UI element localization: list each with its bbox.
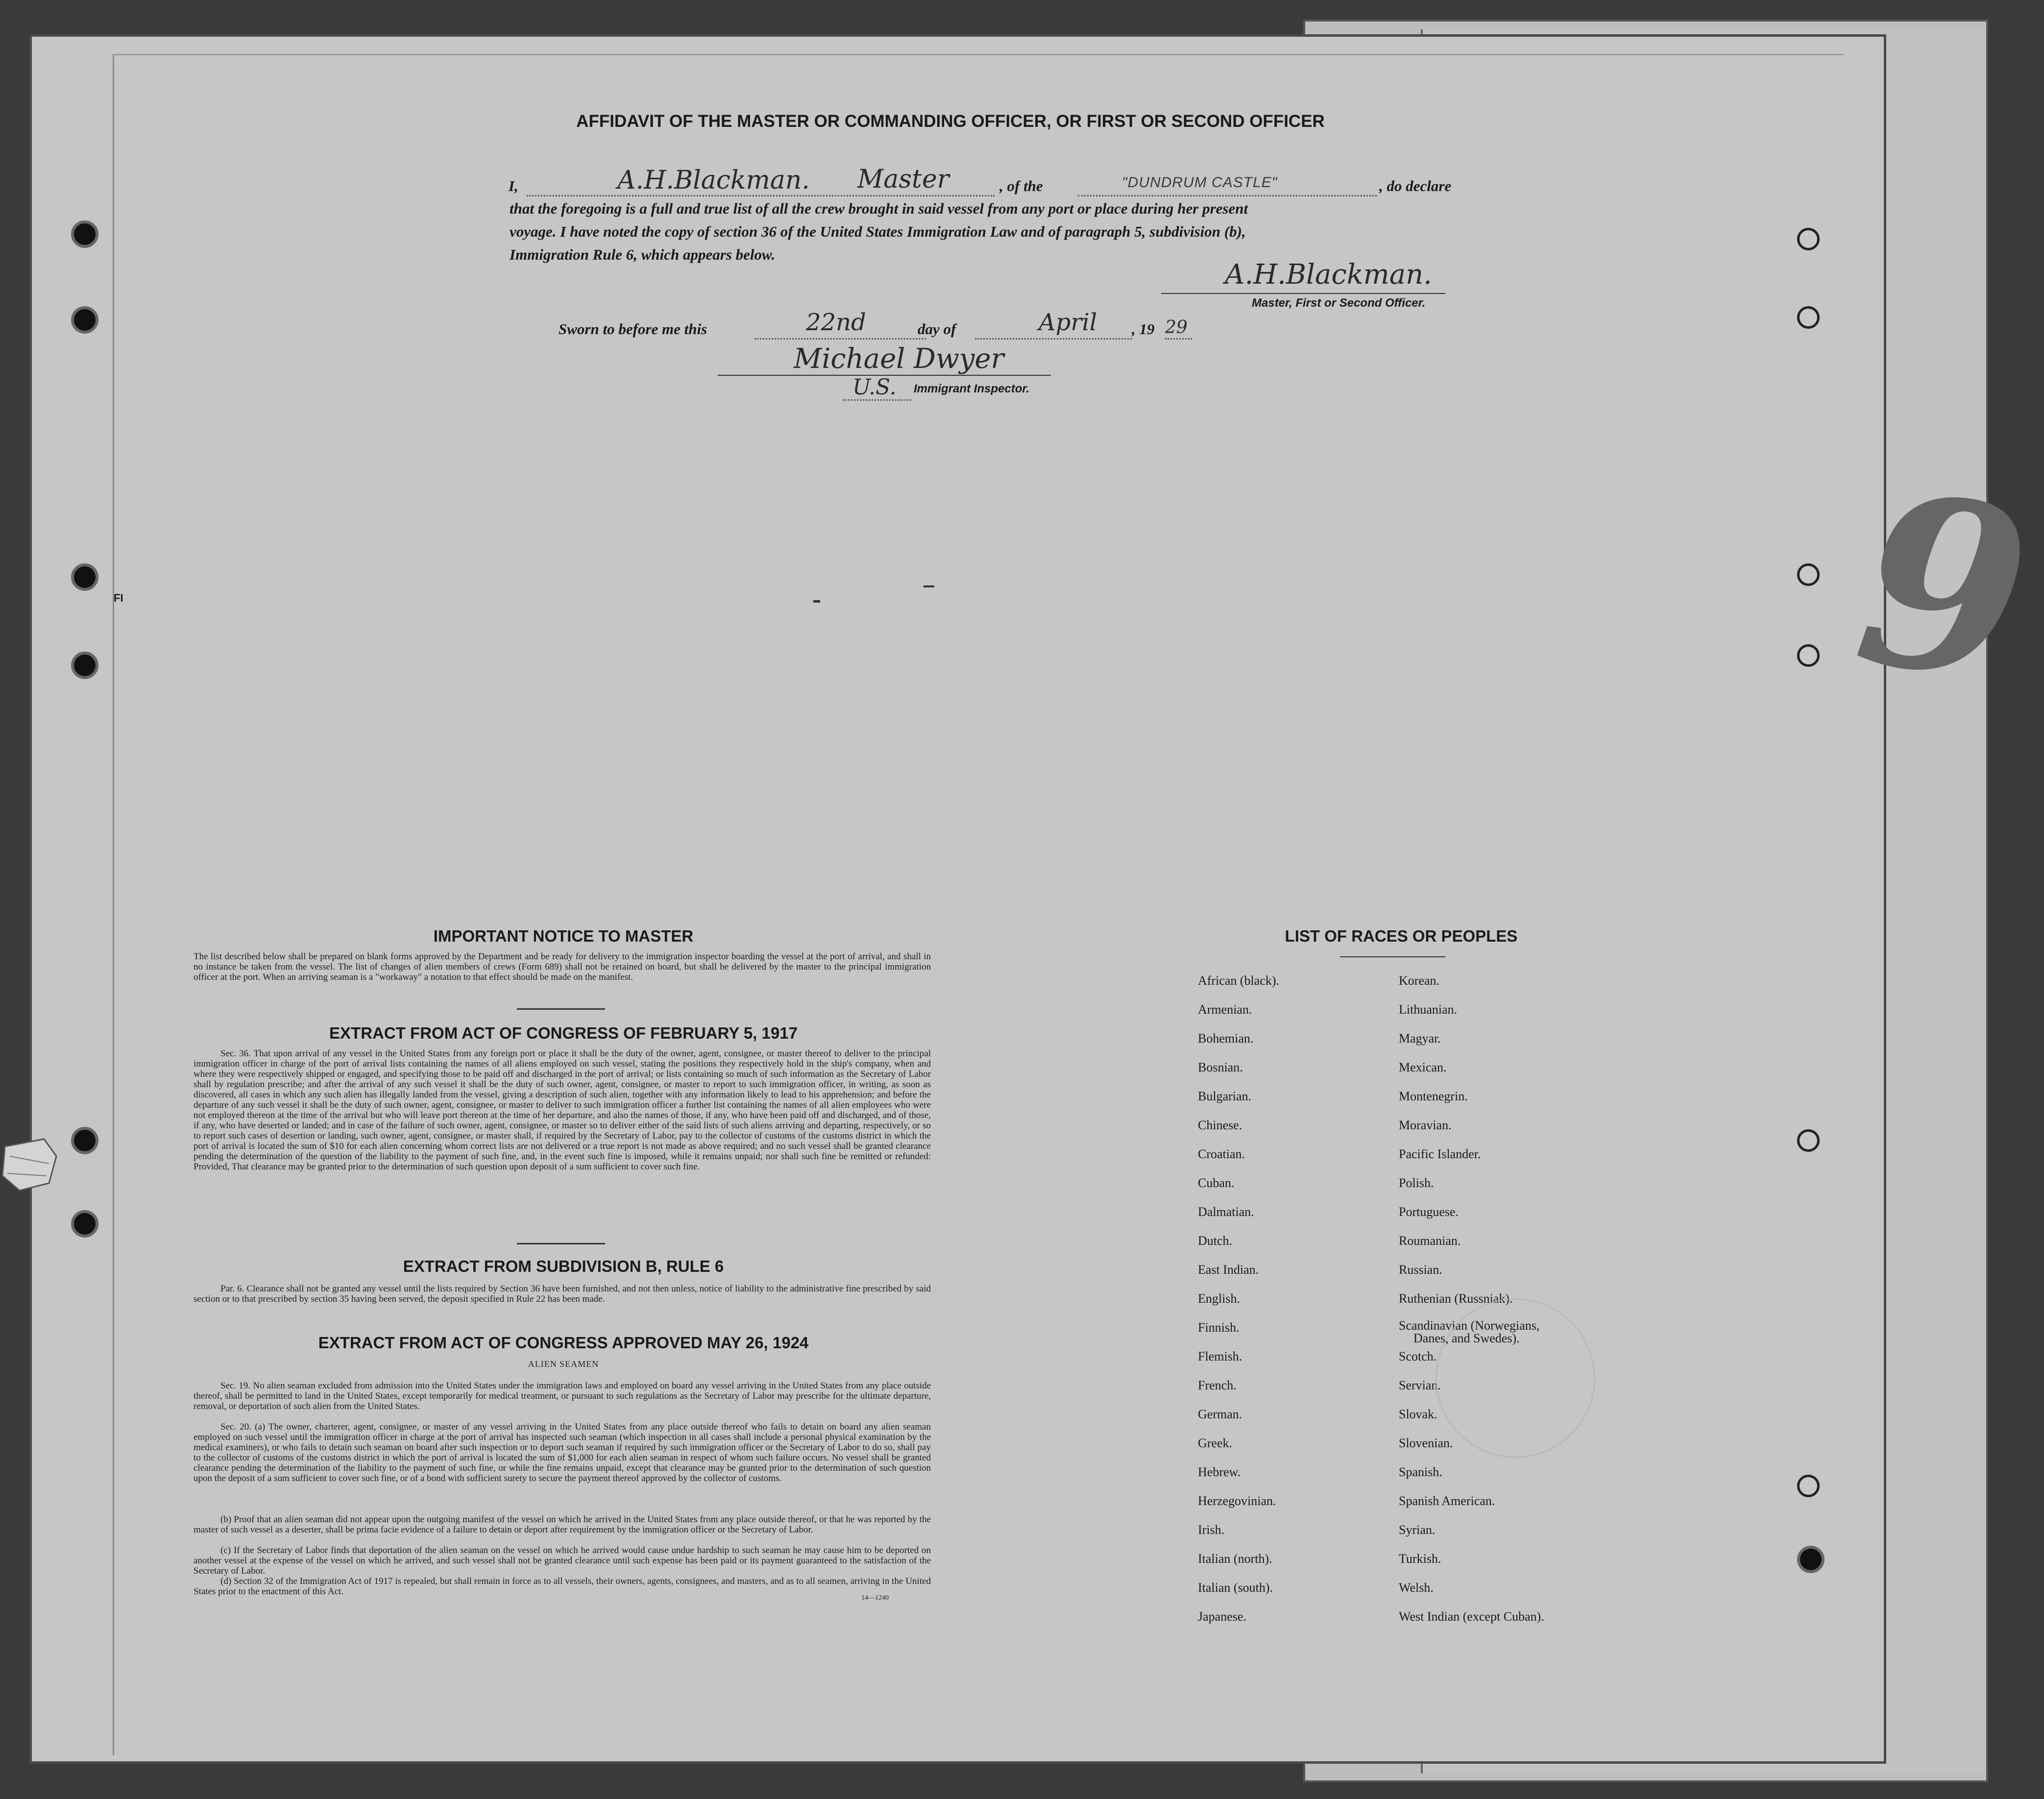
day-of-label: day of <box>918 320 956 338</box>
affidavit-i: I, <box>509 177 518 194</box>
binding-hole <box>1797 1475 1820 1497</box>
master-rank: Master <box>857 165 949 194</box>
do-declare-label: , do declare <box>1379 177 1452 194</box>
race-item: Herzegovinian. <box>1198 1494 1276 1508</box>
binding-hole <box>71 220 98 248</box>
affidavit-title: AFFIDAVIT OF THE MASTER OR COMMANDING OFFICER, OR FIRST OR SECOND OFFICER <box>576 112 1325 131</box>
inspector-signature: Michael Dwyer <box>794 343 1004 375</box>
binding-hole <box>1797 1129 1820 1152</box>
race-item: Finnish. <box>1198 1320 1240 1335</box>
race-item: Mexican. <box>1399 1060 1447 1074</box>
extract-1924-sec20a: Sec. 20. (a) The owner, charterer, agent, consignee, or master of any vessel arriving in the United States from any place outside thereof who fails to detain on board any alien seaman employed on such vessel until the immigration officer in charge at the port of arrival has inspected such seaman (which inspection in all cases shall include a personal physical examination by the medical examiners), or who fails to detain such seaman on board after such inspection or to deport such seaman if required by such immigration officer or the Secretary of Labor to do so, shall pay to the collector of customs of the customs district in which the port of arrival is located the sum of $1,000 for each alien seaman in respect of whom such failure occurs. No vessel shall be granted clearance pending the determination of the liability to the payment of such fine, or while the fine remains unpaid, except that clearance may be granted prior to the determination of such question upon the deposit of a sum sufficient to cover such fine, or of a bond with sufficient surety to secure the payment thereof approved by the collector of customs. <box>194 1422 931 1483</box>
race-item: Montenegrin. <box>1399 1089 1468 1103</box>
vessel-blank <box>1078 195 1377 196</box>
divider <box>517 1008 605 1010</box>
binding-hole <box>1797 1546 1825 1573</box>
inspector-blank <box>843 399 911 401</box>
race-item-line1: Scandinavian (Norwegians, <box>1399 1318 1540 1333</box>
extract-1924-sec20c: (c) If the Secretary of Labor finds that deportation of the alien seaman on the vessel on which he arrived would cause undue hardship to such seaman he may cause him to be deported on another vessel at the expense of the vessel on which he arrived, and such vessel shall not be granted clearance until such expense has been paid or its payment guaranteed to the satisfaction of the Secretary of Labor. <box>194 1545 931 1576</box>
affidavit-line3: voyage. I have noted the copy of section 36 of the United States Immigration Law and of paragraph 5, subdivision (b), <box>510 223 1246 240</box>
sworn-year: 29 <box>1165 317 1188 338</box>
binding-hole <box>71 652 98 679</box>
race-item: Croatian. <box>1198 1147 1245 1161</box>
binding-hole <box>71 563 98 591</box>
extract-1917-text: Sec. 36. That upon arrival of any vessel in the United States from any foreign port or place it shall be the duty of the owner, agent, consignee, or master thereof to deliver to the principal immigration officer in charge of the port of arrival lists containing the names of all aliens employed on such vessel, stating the positions they respectively hold in the ship's company, when and where they were respectively shipped or engaged, and specifying those to be paid off and discharged in the port of arrival; or lists containing so much of such information as the Secretary of Labor shall by regulation prescribe; and after the arrival of any such vessel it shall be the duty of such owner, agent, consignee, or master to report to such immigration officer, in writing, as soon as discovered, all cases in which any such alien has illegally landed from the vessel, giving a description of such alien, together with any information likely to lead to his apprehension; and before the departure of any such vessel it shall be the duty of such owner, agent, consignee, or master to deliver to such immigration officer a further list containing the names of all alien employees who were not employed thereon at the time of the arrival but who will leave port thereon at the time of her departure, and also the names of those, if any, who have been paid off and discharged, and of those, if any, who have deserted or landed; and in case of the failure of such owner, agent, consignee, or master so to deliver either of the said lists of such aliens arriving and departing, respectively, or so to report such cases of desertion or landing, such owner, agent, consignee, or master shall, if required by the Secretary of Labor, pay to the collector of customs of the customs district in which the port of arrival is located the sum of $10 for each alien concerning whom correct lists are not delivered or a true report is not made as above required; and no such vessel shall be granted clearance pending the determination of the question of the liability to the payment of such fine, and, in the event such fine is imposed, while it remains unpaid; nor shall such fine be remitted or refunded: Provided, That clearance may be granted prior to the determination of such question upon deposit of a sum sufficient to cover such fine. <box>194 1048 931 1172</box>
race-item: Bohemian. <box>1198 1031 1254 1045</box>
inspector-caption: Immigrant Inspector. <box>914 382 1030 395</box>
extract-1917-title: EXTRACT FROM ACT OF CONGRESS OF FEBRUARY 5, 1917 <box>329 1024 798 1042</box>
race-item: Bosnian. <box>1198 1060 1243 1074</box>
torn-tab <box>0 1137 59 1195</box>
race-item: West Indian (except Cuban). <box>1399 1609 1544 1624</box>
binding-hole <box>1797 563 1820 586</box>
sworn-day: 22nd <box>806 309 866 336</box>
signature-line <box>1161 293 1445 294</box>
master-signature: A.H.Blackman. <box>1225 259 1432 291</box>
margin-mark: FI <box>114 592 123 604</box>
alien-seamen-subtitle: ALIEN SEAMEN <box>528 1359 599 1369</box>
binding-hole <box>71 1127 98 1154</box>
page-border <box>113 54 1844 1755</box>
race-item: Dutch. <box>1198 1234 1233 1248</box>
race-item: Hebrew. <box>1198 1465 1241 1479</box>
year-label: , 19 <box>1132 320 1155 338</box>
races-title-underline <box>1340 956 1445 957</box>
binding-hole <box>71 306 98 334</box>
race-item: African (black). <box>1198 973 1280 988</box>
extract-1924-sec20d: (d) Section 32 of the Immigration Act of 1917 is repealed, but shall remain in force as to all vessels, their owners, agents, consignees, and masters, and as to all seamen, arriving in the United States prior to the enactment of this Act. <box>194 1576 931 1597</box>
scan-mark <box>924 585 934 587</box>
race-item: English. <box>1198 1291 1240 1306</box>
race-item: Flemish. <box>1198 1349 1242 1363</box>
race-item: Irish. <box>1198 1523 1225 1537</box>
race-item: Magyar. <box>1399 1031 1441 1045</box>
day-blank <box>754 338 926 340</box>
affidavit-line4: Immigration Rule 6, which appears below. <box>510 246 776 263</box>
race-item: Greek. <box>1198 1436 1233 1450</box>
race-item: Spanish. <box>1399 1465 1442 1479</box>
inspector-initials: U.S. <box>852 375 897 400</box>
notice-title: IMPORTANT NOTICE TO MASTER <box>433 927 694 945</box>
race-item: Roumanian. <box>1399 1234 1461 1248</box>
race-item: Italian (north). <box>1198 1552 1272 1566</box>
month-blank <box>975 338 1132 340</box>
race-item: Moravian. <box>1399 1118 1452 1132</box>
sworn-month: April <box>1039 309 1097 336</box>
race-item: Slovenian. <box>1399 1436 1453 1450</box>
binding-hole <box>1797 228 1820 250</box>
race-item: Spanish American. <box>1399 1494 1495 1508</box>
embossed-seal <box>1436 1298 1595 1458</box>
race-item: Korean. <box>1399 973 1440 988</box>
signature-caption: Master, First or Second Officer. <box>1252 296 1426 310</box>
master-name: A.H.Blackman. <box>617 166 810 195</box>
of-the-label: , of the <box>999 177 1043 194</box>
sworn-label: Sworn to before me this <box>559 320 707 338</box>
race-item: Chinese. <box>1198 1118 1242 1132</box>
race-item: Lithuanian. <box>1399 1002 1458 1017</box>
races-title: LIST OF RACES OR PEOPLES <box>1285 927 1518 945</box>
race-item: Scotch. <box>1399 1349 1437 1363</box>
race-item: Welsh. <box>1399 1580 1434 1595</box>
race-item: Bulgarian. <box>1198 1089 1252 1103</box>
race-item: Syrian. <box>1399 1523 1436 1537</box>
race-item: East Indian. <box>1198 1263 1259 1277</box>
race-item-line2: Danes, and Swedes). <box>1413 1331 1520 1345</box>
extract-1924-sec20b: (b) Proof that an alien seaman did not appear upon the outgoing manifest of the vessel on which he arrived in the United States from any place outside thereof, or that he was reported by the master of such vessel as a deserter, shall be prima facie evidence of a failure to detain or deport after requirement by the immigration officer or the Secretary of Labor. <box>194 1514 931 1535</box>
race-item: Portuguese. <box>1399 1205 1459 1219</box>
race-item: Cuban. <box>1198 1176 1235 1190</box>
race-item: Ruthenian (Russniak). <box>1399 1291 1513 1306</box>
race-item: Armenian. <box>1198 1002 1252 1017</box>
race-item: Italian (south). <box>1198 1580 1273 1595</box>
extract-1924-sec19: Sec. 19. No alien seaman excluded from admission into the United States under the immigration laws and employed on board any vessel arriving in the United States from any place outside thereof, shall be permitted to land in the United States, except temporarily for medical treatment, or pursuant to such regulations as the Secretary of Labor may prescribe for the ultimate departure, removal, or deportation of such alien from the United States. <box>194 1381 931 1411</box>
notice-text: The list described below shall be prepared on blank forms approved by the Department and be ready for delivery to the immigration inspector boarding the vessel at the port of arrival, and shall in no instance be taken from the vessel. The list of changes of alien members of crews (Form 689) shall not be retained on board, but shall be delivered by the master to the principal immigration officer at the port. When an arriving seaman is a "workaway" a notation to that effect should be made on the manifest. <box>194 951 931 982</box>
race-item: Pacific Islander. <box>1399 1147 1481 1161</box>
races-list-left <box>1198 973 1279 1638</box>
form-number: 14—1240 <box>861 1594 889 1602</box>
scan-mark <box>813 600 820 603</box>
race-item: Dalmatian. <box>1198 1205 1254 1219</box>
race-item: German. <box>1198 1407 1242 1421</box>
subdivision-b-title: EXTRACT FROM SUBDIVISION B, RULE 6 <box>403 1257 724 1275</box>
binding-hole <box>1797 306 1820 329</box>
race-item: Servian. <box>1399 1378 1441 1392</box>
subdivision-b-text: Par. 6. Clearance shall not be granted any vessel until the lists required by Section 36 have been furnished, and not then unless, notice of liability to the administrative fine prescribed by said section or to that prescribed by section 35 having been served, the deposit specified in Rule 22 has been made. <box>194 1284 931 1304</box>
year-blank <box>1165 338 1192 340</box>
binding-hole <box>71 1210 98 1238</box>
affidavit-line2: that the foregoing is a full and true list of all the crew brought in said vessel from any port or place during her present <box>510 200 1248 217</box>
extract-1924-title: EXTRACT FROM ACT OF CONGRESS APPROVED MAY 26, 1924 <box>318 1334 809 1352</box>
vessel-name: "DUNDRUM CASTLE" <box>1122 174 1278 191</box>
race-item: French. <box>1198 1378 1237 1392</box>
race-item: Japanese. <box>1198 1609 1246 1624</box>
divider <box>517 1243 605 1244</box>
race-item: Russian. <box>1399 1263 1442 1277</box>
pencil-number: 9 <box>1843 439 2044 736</box>
name-blank <box>527 195 995 196</box>
binding-hole <box>1797 644 1820 667</box>
race-item: Turkish. <box>1399 1552 1441 1566</box>
race-item: Slovak. <box>1399 1407 1437 1421</box>
race-item: Polish. <box>1399 1176 1434 1190</box>
